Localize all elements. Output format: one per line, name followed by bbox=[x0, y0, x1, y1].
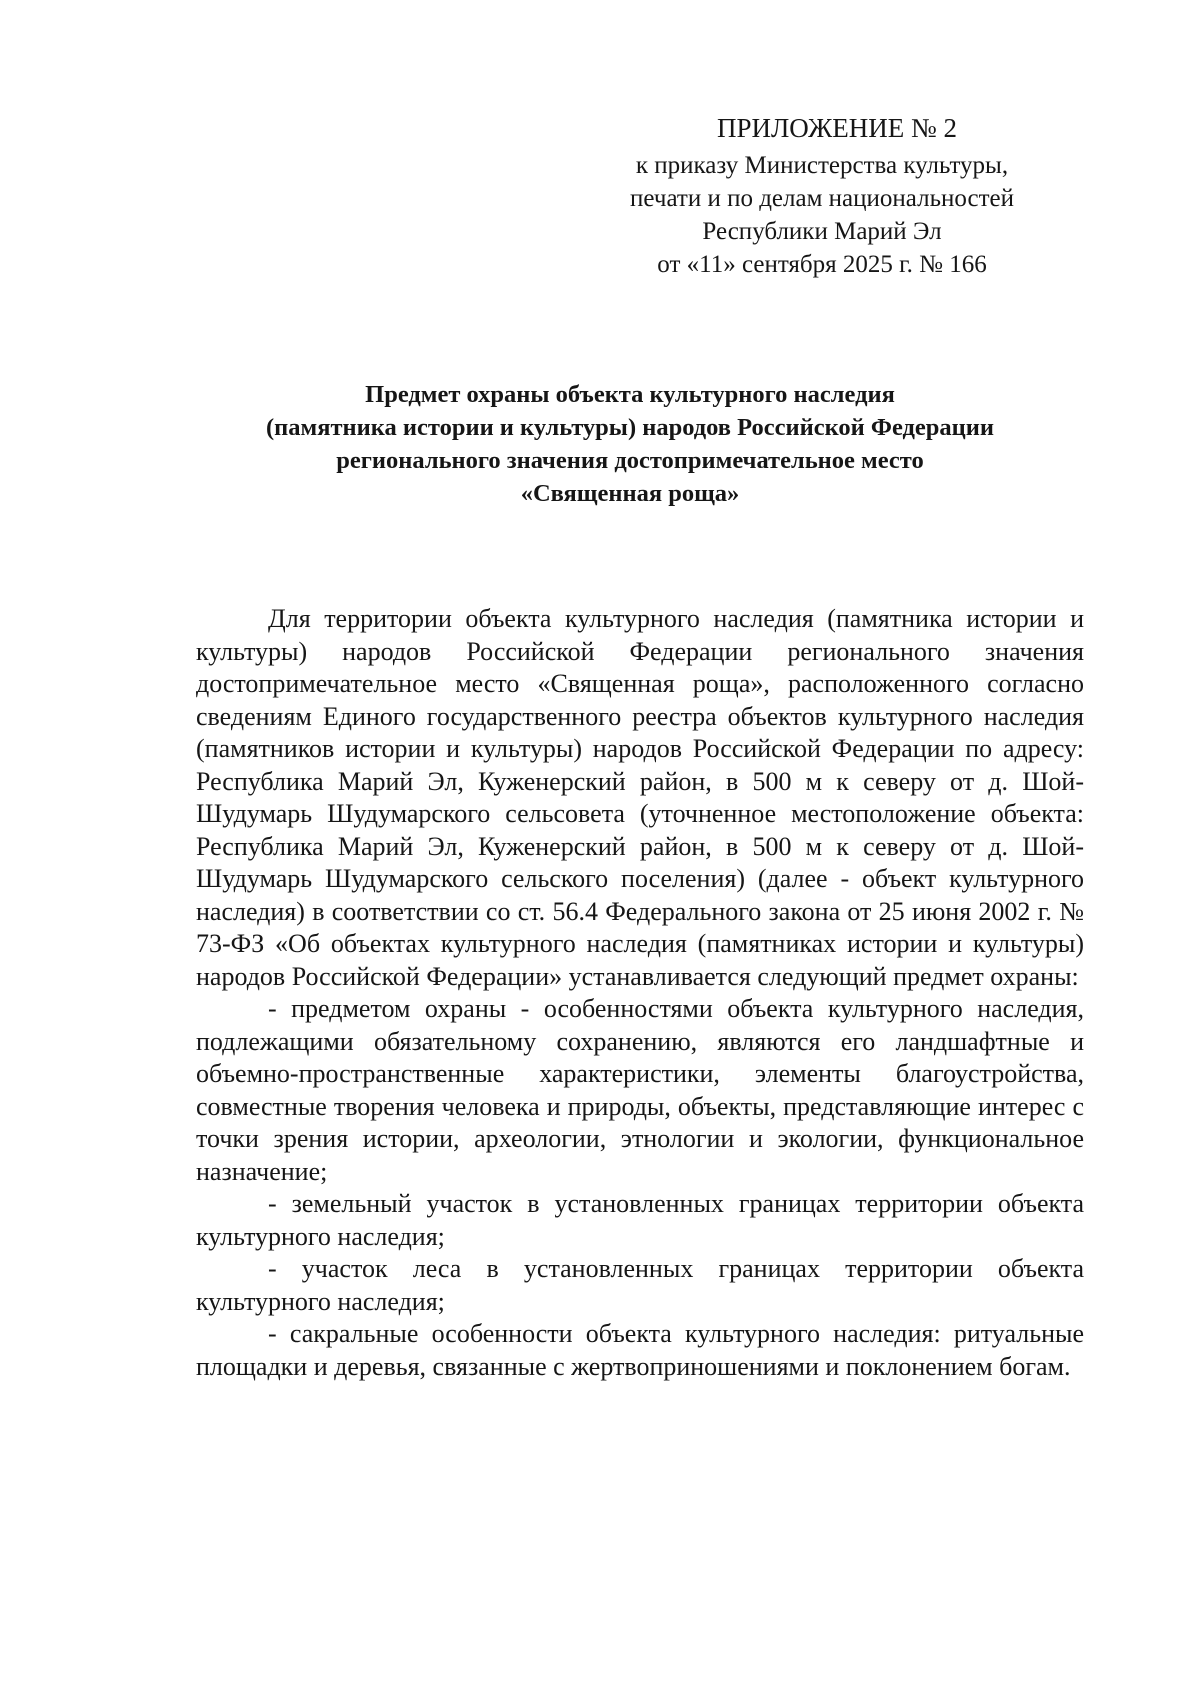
appendix-line: от «11» сентября 2025 г. № 166 bbox=[657, 251, 987, 278]
title-line: Предмет охраны объекта культурного наследия bbox=[365, 381, 895, 408]
appendix-title: ПРИЛОЖЕНИЕ № 2 bbox=[716, 113, 958, 143]
protection-item: - участок леса в установленных границах территории объекта культурного наследия; bbox=[196, 1254, 1084, 1316]
appendix-line: Республики Марий Эл bbox=[702, 218, 942, 245]
protection-item: - земельный участок в установленных границах территории объекта культурного наследия; bbox=[196, 1189, 1084, 1251]
protection-item: - предметом охраны - особенностями объекта культурного наследия, подлежащими обязательному сохранению, являются его ландшафтные и объемно-пространственные характеристики, элементы благоустройства, совместные творения человека и природы, объекты, представляющие интерес с точки зрения истории, археологии, этнологии и экологии, функциональное назначение; bbox=[196, 994, 1084, 1186]
appendix-line: к приказу Министерства культуры, bbox=[635, 152, 1009, 179]
document-body bbox=[196, 603, 1084, 1383]
document-title bbox=[190, 378, 1070, 510]
appendix-header bbox=[562, 112, 1082, 281]
intro-paragraph: Для территории объекта культурного наследия (памятника истории и культуры) народов Российской Федерации регионального значения достопримечательное место «Священная роща», расположенного согласно сведениям Единого государственного реестра объектов культурного наследия (памятников истории и культуры) народов Российской Федерации по адресу: Республика Марий Эл, Куженерский район, в 500 м к северу от д. Шой-Шудумарь Шудумарского сельсовета (уточненное местоположение объекта: Республика Марий Эл, Куженерский район, в 500 м к северу от д. Шой-Шудумарь Шудумарского сельского поселения) (далее - объект культурного наследия) в соответствии со ст. 56.4 Федерального закона от 25 июня 2002 г. № 73-ФЗ «Об объектах культурного наследия (памятниках истории и культуры) народов Российской Федерации» устанавливается следующий предмет охраны: bbox=[196, 604, 1084, 991]
title-line: «Священная роща» bbox=[520, 480, 740, 507]
title-line: регионального значения достопримечательное место bbox=[336, 447, 924, 474]
title-line: (памятника истории и культуры) народов Российской Федерации bbox=[266, 414, 994, 441]
appendix-line: печати и по делам национальностей bbox=[630, 185, 1014, 212]
protection-item: - сакральные особенности объекта культурного наследия: ритуальные площадки и деревья, связанные с жертвоприношениями и поклонением богам. bbox=[196, 1319, 1084, 1381]
